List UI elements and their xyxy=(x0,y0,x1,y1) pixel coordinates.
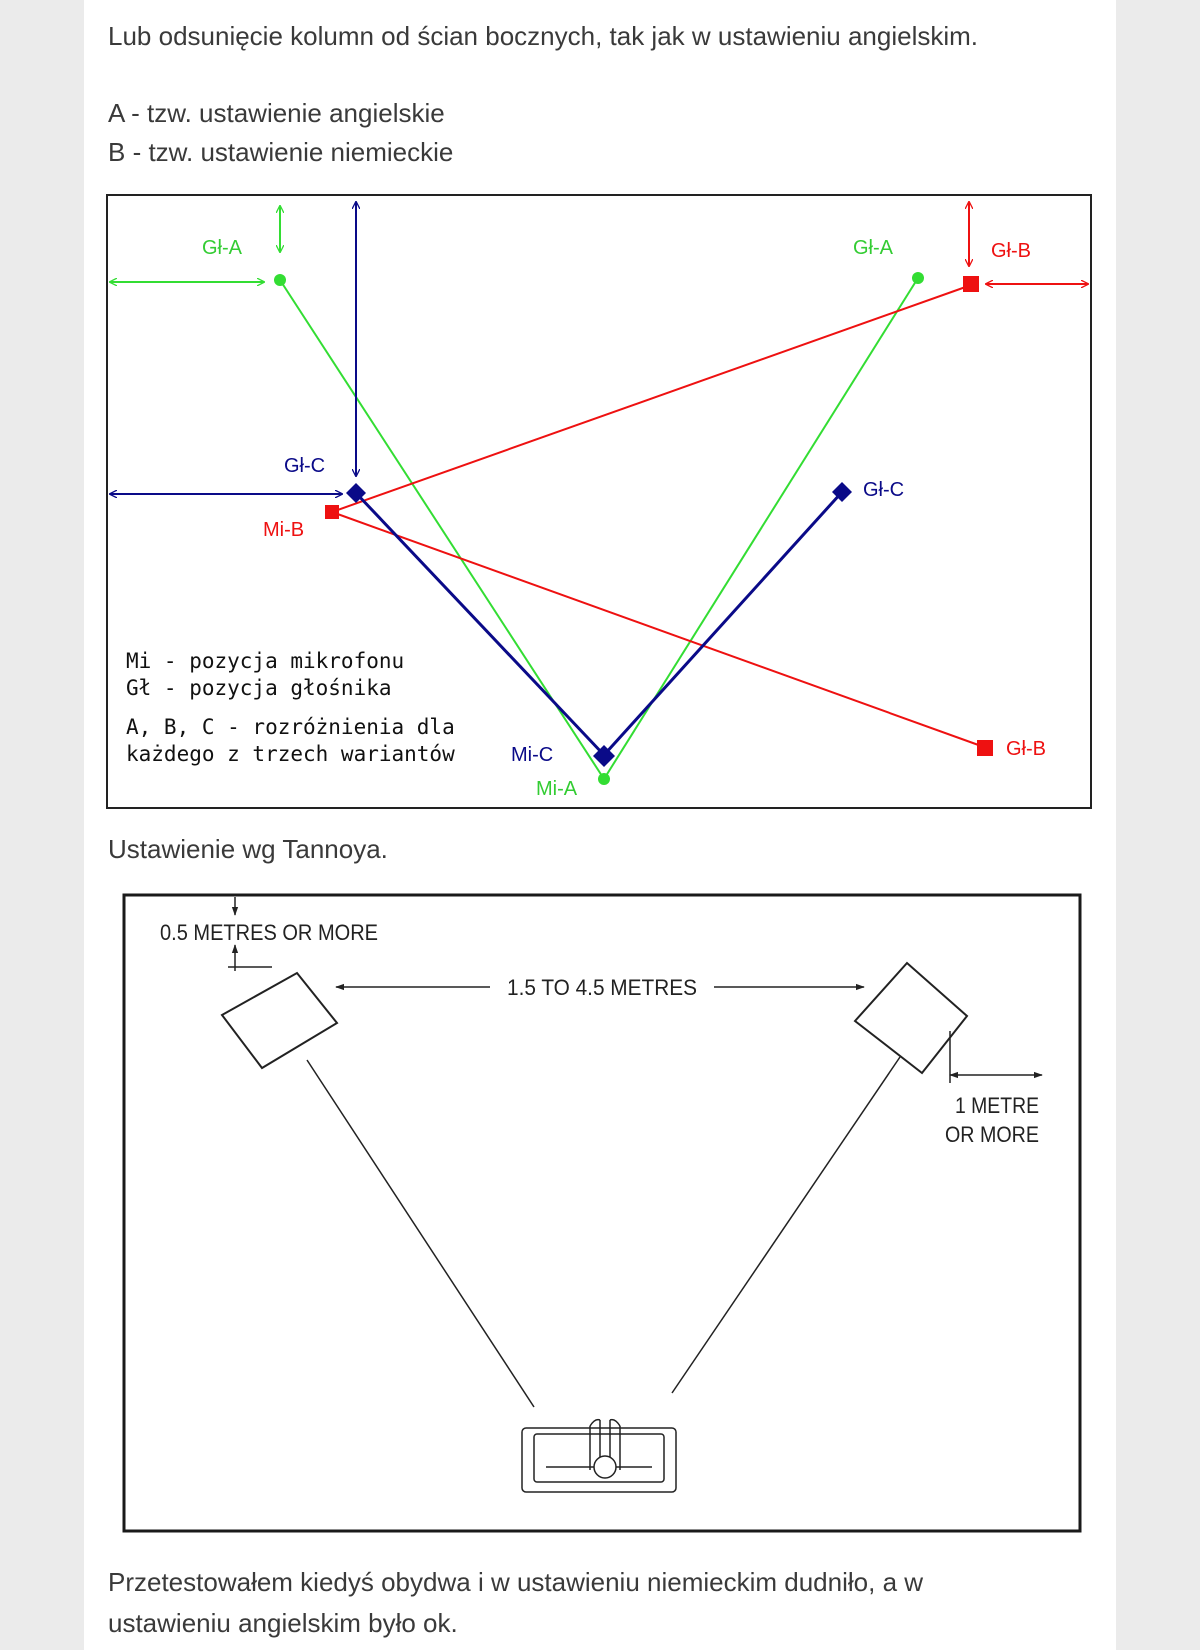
placement-diagram-svg xyxy=(106,194,1092,810)
speaker-b-bottom-marker xyxy=(977,740,993,756)
legend-line-abc: A, B, C - rozróżnienia dla xyxy=(126,715,455,739)
label-mi-b: Mi-B xyxy=(263,519,305,541)
label-speaker-distance: 1.5 TO 4.5 METRES xyxy=(507,975,697,1000)
label-mi-a: Mi-A xyxy=(536,778,578,800)
label-wall-distance: 0.5 METRES OR MORE xyxy=(160,920,378,945)
label-side-distance-line2: OR MORE xyxy=(945,1122,1039,1147)
speaker-a-left-marker xyxy=(274,274,286,286)
label-gl-c-right: Gł-C xyxy=(863,479,905,501)
article-page xyxy=(84,0,1116,1650)
label-gl-b-bottom: Gł-B xyxy=(1006,738,1046,760)
legend-line-mi: Mi - pozycja mikrofonu xyxy=(126,649,405,673)
label-gl-a-right: Gł-A xyxy=(853,237,893,259)
mic-a-marker xyxy=(598,773,610,785)
legend-line-gl: Gł - pozycja głośnika xyxy=(126,676,392,700)
label-gl-a-left: Gł-A xyxy=(202,237,242,259)
label-gl-c-left: Gł-C xyxy=(284,455,326,477)
tannoy-diagram xyxy=(122,893,1082,1533)
intro-paragraph: Lub odsunięcie kolumn od ścian bocznych, tak jak w ustawieniu angielskim. xyxy=(108,21,979,51)
speaker-a-right-marker xyxy=(912,272,924,284)
variant-a-line: A - tzw. ustawienie angielskie xyxy=(108,98,445,128)
conclusion-line-1: Przetestowałem kiedyś obydwa i w ustawieniu niemieckim dudniło, a w xyxy=(108,1567,924,1597)
conclusion-line-2: ustawieniu angielskim było ok. xyxy=(108,1608,458,1638)
placement-diagram xyxy=(106,194,1092,810)
speaker-b-top-marker xyxy=(963,276,979,292)
label-side-distance-line1: 1 METRE xyxy=(955,1093,1039,1118)
label-mi-c: Mi-C xyxy=(511,744,554,766)
mic-b-marker xyxy=(325,505,339,519)
tannoy-diagram-svg xyxy=(122,893,1082,1533)
tannoy-caption: Ustawienie wg Tannoya. xyxy=(108,834,388,864)
legend-line-variants: każdego z trzech wariantów xyxy=(126,742,455,766)
variant-b-line: B - tzw. ustawienie niemieckie xyxy=(108,137,454,167)
label-gl-b-top: Gł-B xyxy=(991,240,1031,262)
